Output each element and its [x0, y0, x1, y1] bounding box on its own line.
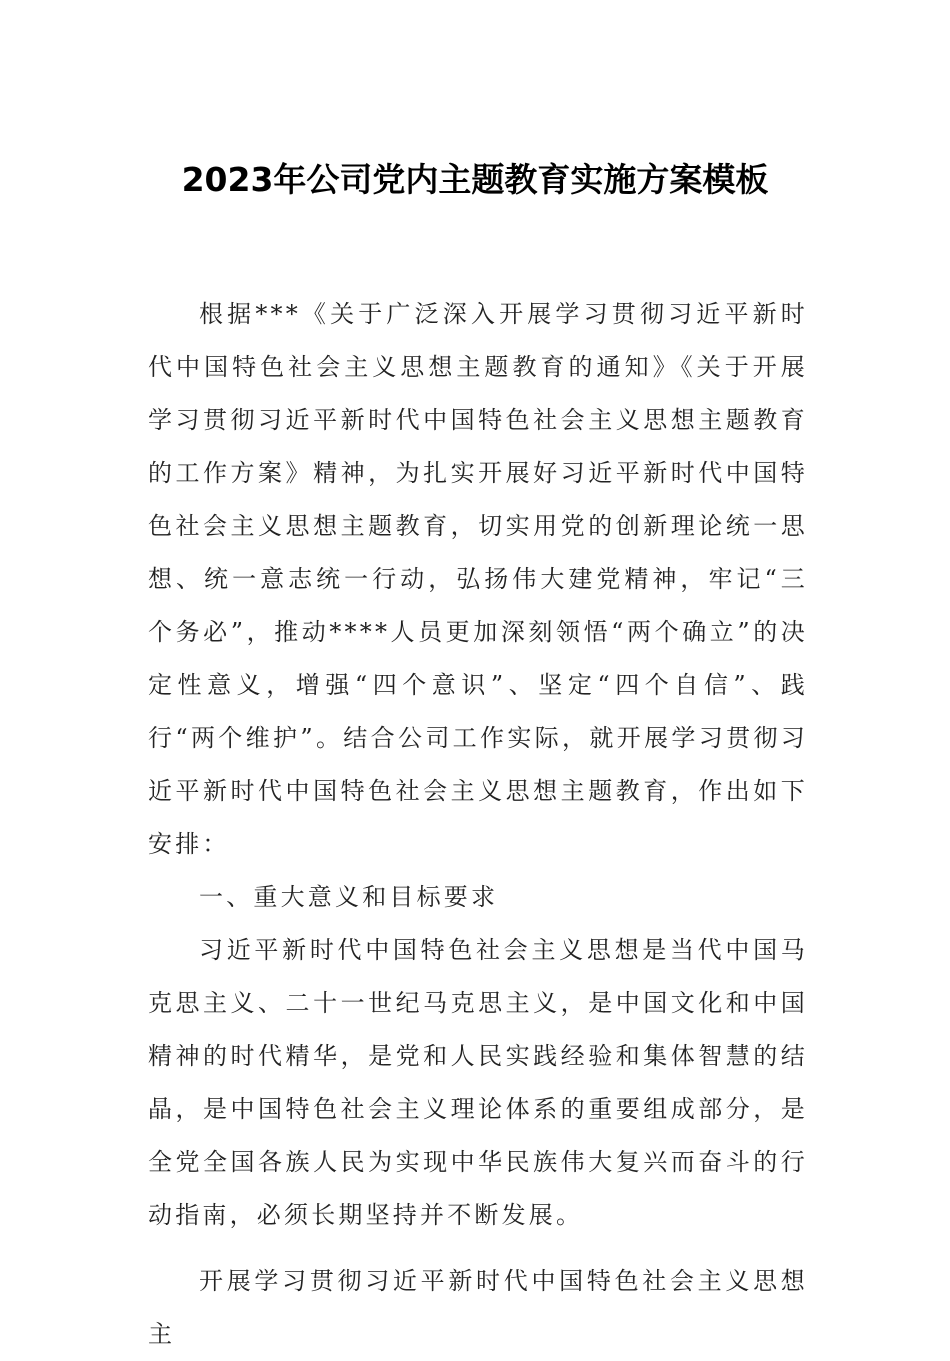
paragraph-basis: 根据***《关于广泛深入开展学习贯彻习近平新时代中国特色社会主义思想主题教育的通知》《关于开展学习贯彻习近平新时代中国特色社会主义思想主题教育的工作方案》精神，为扎实开展好习近平新时代中国特色社会主义思想主题教育，切实用党的创新理论统一思想、统一意志统一行动，弘扬伟大建党精神，牢记“三个务必”，推动****人员更加深刻领悟“两个确立”的决定性意义，增强“四个意识”、坚定“四个自信”、践行“两个维护”。结合公司工作实际，就开展学习贯彻习近平新时代中国特色社会主义思想主题教育，作出如下安排： — [148, 300, 808, 858]
document-body — [148, 288, 808, 1361]
document-title: 2023年公司党内主题教育实施方案模板 — [181, 160, 769, 199]
section-heading-significance: 一、重大意义和目标要求 — [199, 883, 499, 911]
paragraph-continuation: 开展学习贯彻习近平新时代中国特色社会主义思想主 — [148, 1267, 808, 1348]
paragraph-significance: 习近平新时代中国特色社会主义思想是当代中国马克思主义、二十一世纪马克思主义，是中国文化和中国精神的时代精华，是党和人民实践经验和集体智慧的结晶，是中国特色社会主义理论体系的重要组成部分，是全党全国各族人民为实现中华民族伟大复兴而奋斗的行动指南，必须长期坚持并不断发展。 — [148, 936, 808, 1229]
